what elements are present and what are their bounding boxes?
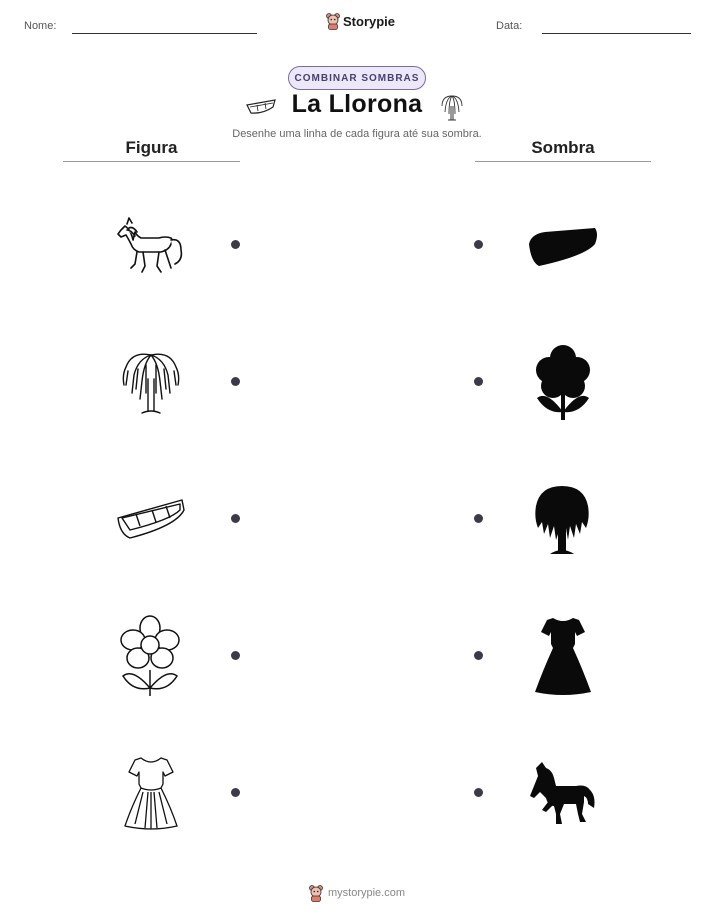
shadow-dot-3[interactable] (474, 514, 483, 523)
shadow-dot-5[interactable] (474, 788, 483, 797)
shadow-column-header: Sombra (531, 138, 595, 157)
footer-url[interactable]: mystorypie.com (328, 887, 406, 899)
brand-logo (325, 12, 395, 30)
rowboat-silhouette-icon (525, 222, 601, 270)
name-field-line[interactable] (72, 33, 257, 34)
mascot-icon (308, 884, 324, 902)
flower-silhouette-icon (533, 342, 593, 422)
horse-silhouette-icon (526, 758, 598, 828)
flower-outline-icon (119, 614, 181, 698)
date-field-line[interactable] (542, 33, 691, 34)
mascot-icon (325, 12, 341, 30)
willow-tree-silhouette-icon (530, 482, 594, 556)
figure-column-rule (63, 161, 240, 162)
figure-dot-4[interactable] (231, 651, 240, 660)
activity-badge: COMBINAR SOMBRAS (288, 66, 426, 90)
figure-dot-3[interactable] (231, 514, 240, 523)
willow-tree-outline-icon (118, 345, 184, 419)
name-label: Nome: (24, 20, 57, 32)
shadow-dot-4[interactable] (474, 651, 483, 660)
page-title: La Llorona (291, 90, 423, 118)
horse-outline-icon (115, 210, 187, 280)
figure-dot-1[interactable] (231, 240, 240, 249)
footer (308, 884, 405, 902)
willow-tree-icon (438, 92, 466, 122)
shadow-dot-2[interactable] (474, 377, 483, 386)
shadow-dot-1[interactable] (474, 240, 483, 249)
figure-dot-5[interactable] (231, 788, 240, 797)
instructions: Desenhe uma linha de cada figura até sua sombra. (232, 128, 482, 140)
dress-silhouette-icon (533, 614, 593, 696)
rowboat-outline-icon (114, 494, 188, 542)
figure-column-header: Figura (125, 138, 178, 157)
shadow-column-rule (475, 161, 651, 162)
dress-outline-icon (121, 752, 181, 832)
figure-dot-2[interactable] (231, 377, 240, 386)
brand-name: Storypie (343, 13, 396, 29)
date-label: Data: (496, 20, 523, 32)
